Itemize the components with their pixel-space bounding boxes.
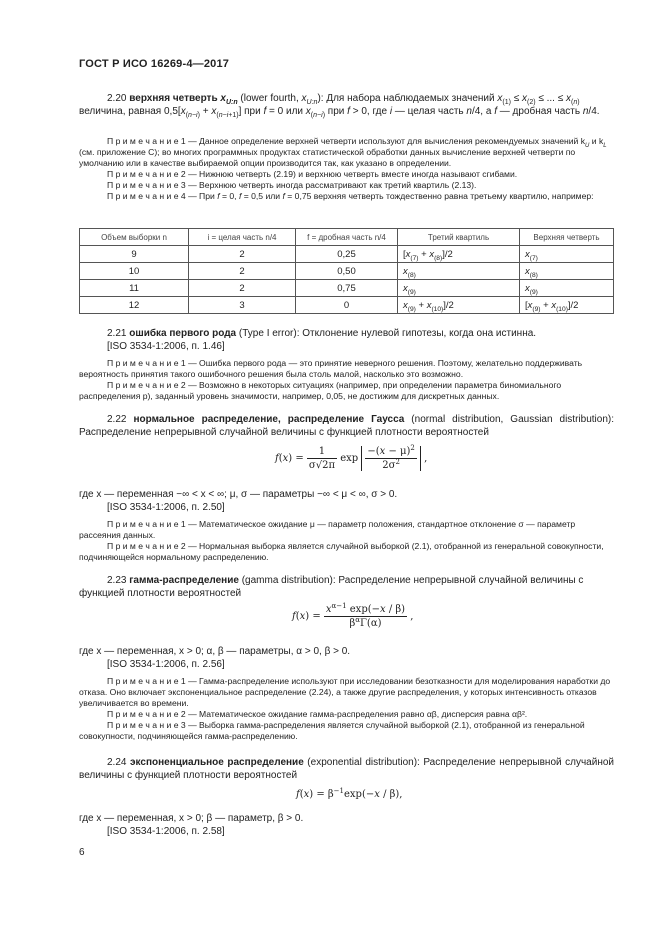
- table-row: 12 3 0 $x_{(9)} + x_{(10)}]/2$ $[x_{(9)} + x_{(10)}]/2$: [80, 297, 614, 314]
- note-4: П р и м е ч а н и е 4 — При f = 0, f = 0,5 или f = 0,75 верхняя четверть тождественно равна третьему квартилю, например:: [107, 191, 594, 201]
- quartile-table: [79, 228, 614, 314]
- note-1: П р и м е ч а н и е 1 — Математическое ожидание μ — параметр положения, стандартное отклонение σ — параметр рассеяния данных.: [79, 519, 576, 540]
- section-number: 2.20: [107, 93, 127, 104]
- term: экспоненциальное распределение: [130, 757, 304, 768]
- variable-definition: где x — переменная −∞ < x < ∞; μ, σ — параметры −∞ < μ < ∞, σ > 0.: [79, 489, 398, 500]
- gamma-density-formula: f(x) = $\frac{x^{\alpha-1} \exp(-x / \beta)}{\beta^\alpha\Gamma(\alpha)}$ ,: [292, 602, 414, 629]
- column-header: Третий квартиль: [398, 229, 520, 246]
- term: верхняя четверть: [129, 93, 218, 104]
- column-header: Верхняя четверть: [520, 229, 614, 246]
- note-1: П р и м е ч а н и е 1 — Данное определение верхней четверти используют для вычисления рекомендуемых значений $k_U$ и $k_L$ (см. приложение С); во многих программных продуктах статистической обработки данных вычисление верхней четверти по умолчанию или в качестве выбираемой опции производится так, как указано в определении.: [79, 136, 607, 168]
- section-2-22: 2.22 нормальное распределение, распределение Гаусса (normal distribution, Gaussian distribution): Распределение непрерывной случайной величины с функцией плотности вероятностей: [79, 414, 614, 438]
- normal-density-formula: f(x) = $\frac{1}{\sigma√2\pi}$ exp $\frac{-(x - \mu)^2}{2\sigma^2}$ ,: [275, 444, 428, 471]
- definition-upper-fourth: 2.20 верхняя четверть $x_{U:n}$ (lower fourth, $x_{U:n}$): Для набора наблюдаемых значений $x_{(1)} \le x_{(2)}$ ≤ ... ≤ $x_{(n)}$ величина, равная $0,5[x_{(n-i)} + x_{(n-i+1)}]$ при f = 0 или $x_{(n-i)}$ при f > 0, где i — целая часть n/4, а f — дробная часть n/4.: [79, 93, 600, 119]
- term-symbol: x: [220, 93, 226, 104]
- reference: [ISO 3534-1:2006, п. 2.50]: [107, 502, 225, 513]
- note-2: П р и м е ч а н и е 2 — Математическое ожидание гамма-распределения равно αβ, дисперсия равна αβ².: [107, 709, 528, 719]
- term: гамма-распределение: [129, 575, 239, 586]
- section-2-20: [79, 92, 614, 118]
- document-header: ГОСТ Р ИСО 16269-4—2017: [79, 58, 230, 70]
- column-header: Объем выборки n: [80, 229, 189, 246]
- note-1: П р и м е ч а н и е 1 — Гамма-распределение используют при исследовании безотказности для моделирования наработки до отказа. Оно включает экспоненциальное распределение (2.24), а также другие распределения, у которых интенсивность отказов увеличивается во времени.: [79, 676, 611, 708]
- section-2-23: 2.23 гамма-распределение (gamma distribution): Распределение непрерывной случайной величины с функцией плотности вероятностей: [79, 575, 584, 599]
- section-2-22-body: [79, 488, 614, 563]
- note-3: П р и м е ч а н и е 3 — Верхнюю четверть иногда рассматривают как третий квартиль (2.13).: [107, 180, 477, 190]
- exponential-density-formula: $f(x) = \beta^{-1}\exp(-x / \beta)$,: [296, 787, 403, 800]
- section-2-24: 2.24 экспоненциальное распределение (exponential distribution): Распределение непрерывной случайной величины с функцией плотности вероятностей: [79, 757, 614, 781]
- table-row: 10 2 0,50 $x_{(8)}$ $x_{(8)}$: [80, 263, 614, 280]
- note-2: П р и м е ч а н и е 2 — Возможно в некоторых ситуациях (например, при определении параметра биномиального распределения p), заданный уровень значимости, например, 0,05, не достижим для дискретных данных.: [79, 380, 562, 401]
- variable-definition: где x — переменная, x > 0; β — параметр, β > 0.: [79, 813, 304, 824]
- note-2: П р и м е ч а н и е 2 — Нижнюю четверть (2.19) и верхнюю четверть вместе иногда называют сгибами.: [107, 169, 518, 179]
- table-row: 9 2 0,25 $[x_{(7)} + x_{(8)}]/2$ $x_{(7)}$: [80, 246, 614, 263]
- reference: [ISO 3534-1:2006, п. 2.58]: [107, 826, 225, 837]
- note-2: П р и м е ч а н и е 2 — Нормальная выборка является случайной выборкой (2.1), отобранной из генеральной совокупности, подчиняющейся нормальному распределению.: [79, 541, 604, 562]
- table-row: 11 2 0,75 $x_{(9)}$ $x_{(9)}$: [80, 280, 614, 297]
- note-3: П р и м е ч а н и е 3 — Выборка гамма-распределения является случайной выборкой (2.1), отобранной из генеральной совокупности, подчиняющейся гамма-распределению.: [79, 720, 585, 741]
- column-header: f = дробная часть n/4: [296, 229, 398, 246]
- column-header: i = целая часть n/4: [189, 229, 296, 246]
- variable-definition: где x — переменная, x > 0; α, β — параметры, α > 0, β > 0.: [79, 646, 351, 657]
- section-2-24-body: [79, 812, 614, 838]
- reference: [ISO 3534-1:2006, п. 1.46]: [107, 341, 225, 352]
- notes-2-20: [79, 136, 614, 202]
- section-2-21: 2.21 ошибка первого рода (Type I error): Отклонение нулевой гипотезы, когда она истинна. [ISO 3534-1:2006, п. 1.46] П р и м е ч а н и е 1 — Ошибка первого рода — это принятие неверного решения. Поэтому, желательно поддерживать вероятность принятия такого ошибочного решения была столь малой, насколько это возможно. П р и м е ч а н и е 2 — Возможно в некоторых ситуациях (например, при определении параметра биномиального распределения p), заданный уровень значимости, например, 0,05, не достижим для дискретных данных.: [79, 327, 614, 402]
- page-number: 6: [79, 847, 85, 858]
- section-2-23-body: [79, 645, 614, 742]
- table-header-row: [80, 229, 614, 246]
- term: ошибка первого рода: [129, 328, 237, 339]
- term: нормальное распределение, распределение Гаусса: [133, 414, 405, 425]
- note-1: П р и м е ч а н и е 1 — Ошибка первого рода — это принятие неверного решения. Поэтому, желательно поддерживать вероятность принятия такого ошибочного решения была столь малой, насколько это возможно.: [79, 358, 583, 379]
- reference: [ISO 3534-1:2006, п. 2.56]: [107, 659, 225, 670]
